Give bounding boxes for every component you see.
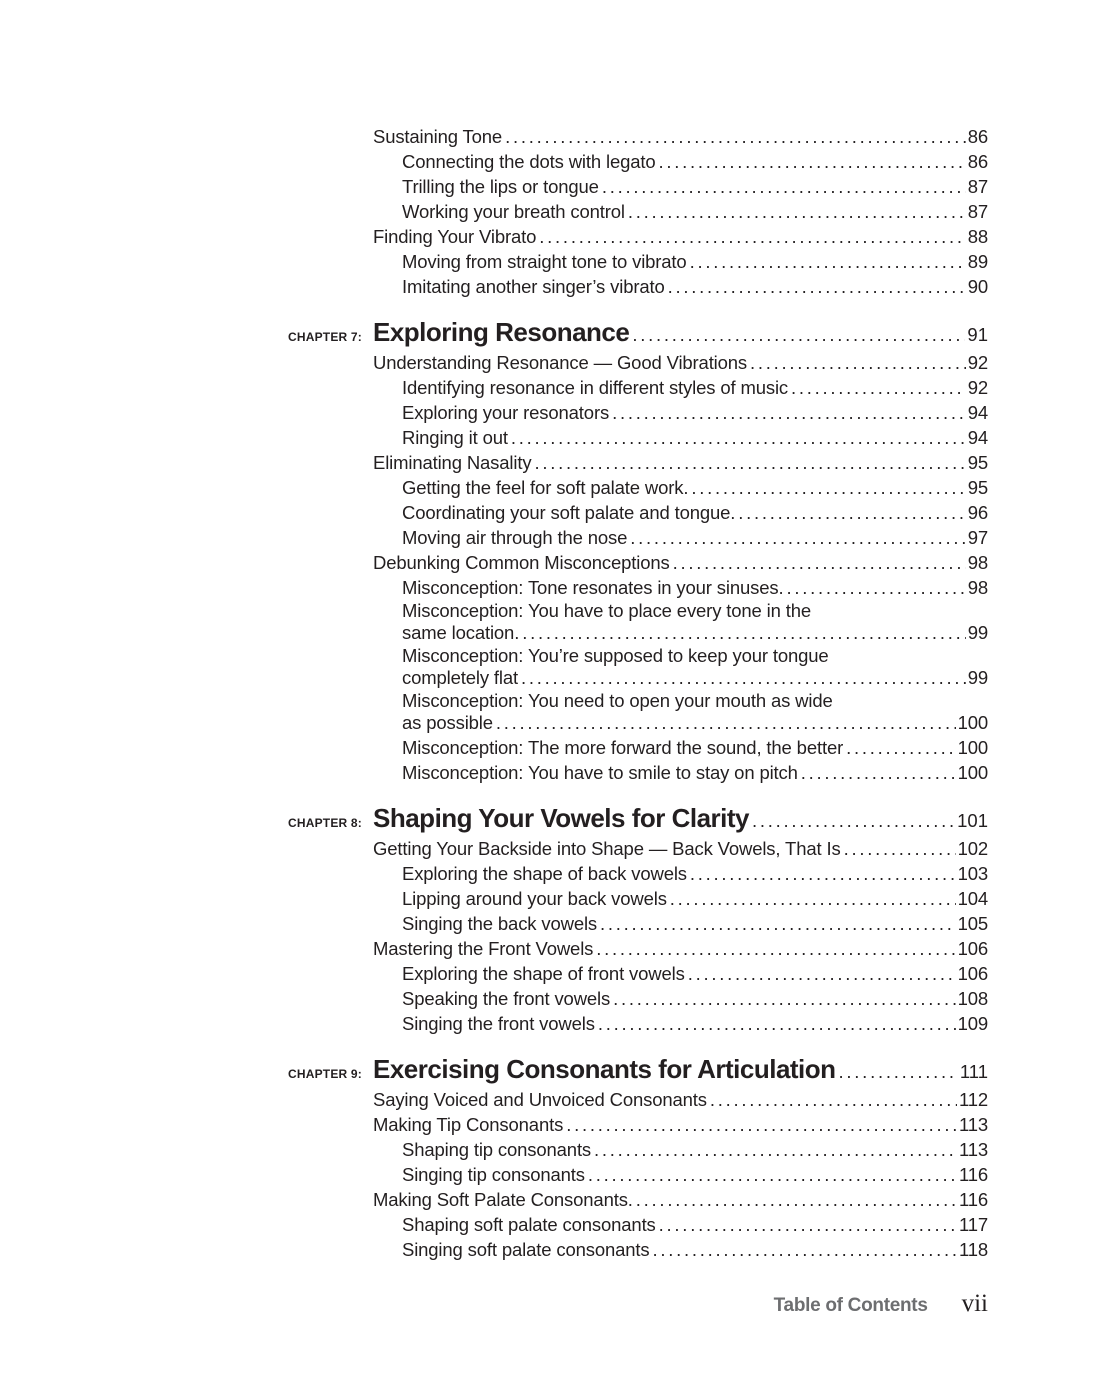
toc-entry[interactable] [402, 861, 988, 886]
entry-title: Moving from straight tone to vibrato [402, 251, 687, 272]
dot-leader [710, 1087, 957, 1112]
entry-title-line1: Misconception: You’re supposed to keep your tongue [402, 645, 829, 666]
toc-entry[interactable] [402, 886, 988, 911]
toc-entry[interactable] [402, 500, 988, 525]
entry-page: 106 [957, 938, 988, 959]
dot-leader [791, 375, 966, 400]
entry-page: 96 [967, 502, 988, 523]
entry-title: Misconception: Tone resonates in your sinuses. [402, 577, 784, 598]
entry-title: Exploring your resonators [402, 402, 610, 423]
chapter-label: CHAPTER 8: [288, 816, 363, 830]
toc-entry[interactable] [402, 735, 988, 760]
entry-title: Speaking the front vowels [402, 988, 611, 1009]
running-footer-section: Table of Contents [773, 1295, 928, 1316]
entry-title: Ringing it out [402, 427, 508, 448]
entry-page: 92 [967, 352, 988, 373]
entry-title: Coordinating your soft palate and tongue. [402, 502, 736, 523]
entry-page: 95 [967, 477, 988, 498]
entry-title: Getting Your Backside into Shape — Back Vowels, That Is [373, 838, 841, 859]
entry-title: Identifying resonance in different styles of music [402, 377, 789, 398]
entry-title: Understanding Resonance — Good Vibrations [373, 352, 748, 373]
entry-title-line2: completely flat [402, 667, 518, 688]
dot-leader [566, 1112, 957, 1137]
toc-entry[interactable] [402, 525, 988, 550]
entry-page: 86 [967, 151, 988, 172]
entry-page: 108 [957, 988, 988, 1009]
dot-leader [598, 1011, 956, 1036]
dot-leader [539, 224, 965, 249]
toc-entry[interactable] [373, 450, 988, 475]
toc-entry[interactable] [402, 149, 988, 174]
dot-leader [691, 475, 965, 500]
toc-entry[interactable] [373, 936, 988, 961]
dot-leader [630, 525, 965, 550]
page-number: vii [961, 1290, 988, 1317]
entry-title-line2: same location. [402, 622, 520, 643]
entry-title: Exploring the shape of back vowels [402, 863, 687, 884]
entry-title: Finding Your Vibrato [373, 226, 537, 247]
entry-page: 98 [967, 552, 988, 573]
entry-page: 94 [967, 402, 988, 423]
dot-leader [673, 550, 966, 575]
dot-leader [628, 199, 966, 224]
dot-leader [652, 1237, 956, 1262]
entry-page: 87 [967, 176, 988, 197]
entry-page: 95 [967, 452, 988, 473]
dot-leader [786, 575, 965, 600]
entry-page: 97 [967, 527, 988, 548]
dot-leader [846, 735, 955, 760]
dot-leader [659, 1212, 957, 1237]
entry-page: 99 [967, 622, 988, 643]
entry-title: Exploring the shape of front vowels [402, 963, 685, 984]
dot-leader [659, 149, 966, 174]
dot-leader [596, 936, 955, 961]
dot-leader [612, 400, 966, 425]
entry-page: 89 [967, 251, 988, 272]
toc-entry[interactable] [373, 836, 988, 861]
entry-page: 92 [967, 377, 988, 398]
toc-entry[interactable] [373, 1187, 988, 1212]
entry-page: 88 [967, 226, 988, 247]
dot-leader [521, 665, 966, 690]
entry-page: 100 [957, 737, 988, 758]
entry-page: 116 [958, 1189, 988, 1210]
toc-entry[interactable] [402, 375, 988, 400]
chapter-page: 91 [967, 324, 988, 345]
dot-leader [688, 961, 956, 986]
chapter-title: Shaping Your Vowels for Clarity [373, 803, 750, 833]
toc-chapter-8 [0, 803, 1107, 1036]
entry-page: 116 [958, 1164, 988, 1185]
chapter-title: Exploring Resonance [373, 317, 630, 347]
entry-title: Sustaining Tone [373, 126, 503, 147]
dot-leader [588, 1162, 957, 1187]
entry-title: Singing tip consonants [402, 1164, 585, 1185]
entry-title: Singing soft palate consonants [402, 1239, 650, 1260]
toc-entry-wrapped[interactable] [402, 690, 988, 735]
entry-title: Shaping soft palate consonants [402, 1214, 656, 1235]
entry-page: 113 [958, 1114, 988, 1135]
entry-page: 100 [957, 762, 988, 783]
dot-leader [839, 1061, 958, 1083]
toc-entry[interactable] [402, 961, 988, 986]
entry-title: Making Soft Palate Consonants. [373, 1189, 633, 1210]
entry-title: Imitating another singer’s vibrato [402, 276, 665, 297]
dot-leader [511, 425, 966, 450]
entry-page: 90 [967, 276, 988, 297]
entry-title: Misconception: The more forward the sound, the better [402, 737, 844, 758]
chapter-page: 101 [957, 810, 988, 831]
chapter-heading[interactable] [288, 803, 988, 836]
toc-entry[interactable] [402, 1011, 988, 1036]
toc-entry-wrapped[interactable] [402, 645, 988, 690]
toc-entry[interactable] [402, 475, 988, 500]
toc-entry[interactable] [402, 1212, 988, 1237]
table-of-contents [0, 124, 1107, 1262]
entry-title: Singing the front vowels [402, 1013, 595, 1034]
dot-leader [690, 249, 966, 274]
dot-leader [600, 911, 956, 936]
entry-title: Mastering the Front Vowels [373, 938, 594, 959]
toc-entry-wrapped[interactable] [402, 600, 988, 645]
dot-leader [690, 861, 956, 886]
entry-page: 113 [958, 1139, 988, 1160]
dot-leader [522, 620, 966, 645]
toc-entry[interactable] [373, 1112, 988, 1137]
entry-title: Debunking Common Misconceptions [373, 552, 670, 573]
toc-entry[interactable] [402, 1162, 988, 1187]
dot-leader [594, 1137, 957, 1162]
entry-page: 117 [958, 1214, 988, 1235]
entry-page: 106 [957, 963, 988, 984]
entry-page: 99 [967, 667, 988, 688]
chapter-title: Exercising Consonants for Articulation [373, 1054, 836, 1084]
toc-entry[interactable] [402, 1237, 988, 1262]
dot-leader [632, 324, 965, 346]
entry-page: 109 [957, 1013, 988, 1034]
dot-leader [752, 810, 955, 832]
dot-leader [844, 836, 956, 861]
entry-page: 103 [957, 863, 988, 884]
toc-entry[interactable] [402, 400, 988, 425]
chapter-label: CHAPTER 9: [288, 1067, 363, 1081]
toc-entry[interactable] [402, 1137, 988, 1162]
dot-leader [636, 1187, 957, 1212]
entry-title: Getting the feel for soft palate work. [402, 477, 689, 498]
entry-page: 94 [967, 427, 988, 448]
dot-leader [496, 710, 956, 735]
entry-title: Making Tip Consonants [373, 1114, 564, 1135]
page-footer [0, 1290, 988, 1318]
toc-entry[interactable] [373, 124, 988, 149]
toc-entry[interactable] [402, 911, 988, 936]
entry-title-line2: as possible [402, 712, 493, 733]
dot-leader [670, 886, 956, 911]
dot-leader [738, 500, 965, 525]
dot-leader [668, 274, 966, 299]
entry-page: 100 [957, 712, 988, 733]
entry-page: 104 [957, 888, 988, 909]
chapter-page: 111 [959, 1061, 988, 1082]
entry-title: Trilling the lips or tongue [402, 176, 599, 197]
dot-leader [750, 350, 966, 375]
dot-leader [505, 124, 966, 149]
entry-title: Connecting the dots with legato [402, 151, 656, 172]
chapter-label: CHAPTER 7: [288, 330, 363, 344]
entry-page: 112 [958, 1089, 988, 1110]
dot-leader [602, 174, 966, 199]
entry-title: Working your breath control [402, 201, 625, 222]
entry-page: 102 [957, 838, 988, 859]
chapter-heading[interactable] [288, 1054, 988, 1087]
toc-entry[interactable] [402, 760, 988, 785]
toc-section-continued [0, 124, 1107, 299]
dot-leader [613, 986, 955, 1011]
toc-entry[interactable] [373, 224, 988, 249]
entry-title: Shaping tip consonants [402, 1139, 592, 1160]
entry-title: Singing the back vowels [402, 913, 598, 934]
chapter-heading[interactable] [288, 317, 988, 350]
entry-title: Lipping around your back vowels [402, 888, 667, 909]
toc-entry[interactable] [402, 425, 988, 450]
entry-title-line1: Misconception: You have to place every tone in the [402, 600, 812, 621]
dot-leader [534, 450, 965, 475]
toc-entry[interactable] [402, 249, 988, 274]
entry-page: 105 [957, 913, 988, 934]
toc-entry[interactable] [402, 575, 988, 600]
toc-entry[interactable] [373, 550, 988, 575]
entry-page: 98 [967, 577, 988, 598]
toc-entry[interactable] [373, 1087, 988, 1112]
entry-title-line1: Misconception: You need to open your mouth as wide [402, 690, 833, 711]
entry-page: 86 [967, 126, 988, 147]
entry-title: Moving air through the nose [402, 527, 628, 548]
entry-page: 87 [967, 201, 988, 222]
toc-entry[interactable] [402, 199, 988, 224]
dot-leader [801, 760, 956, 785]
toc-entry[interactable] [402, 174, 988, 199]
toc-chapter-9 [0, 1054, 1107, 1262]
entry-title: Misconception: You have to smile to stay on pitch [402, 762, 798, 783]
entry-title: Eliminating Nasality [373, 452, 532, 473]
toc-entry[interactable] [402, 986, 988, 1011]
entry-page: 118 [958, 1239, 988, 1260]
entry-title: Saying Voiced and Unvoiced Consonants [373, 1089, 707, 1110]
toc-entry[interactable] [373, 350, 988, 375]
toc-chapter-7 [0, 317, 1107, 785]
toc-entry[interactable] [402, 274, 988, 299]
